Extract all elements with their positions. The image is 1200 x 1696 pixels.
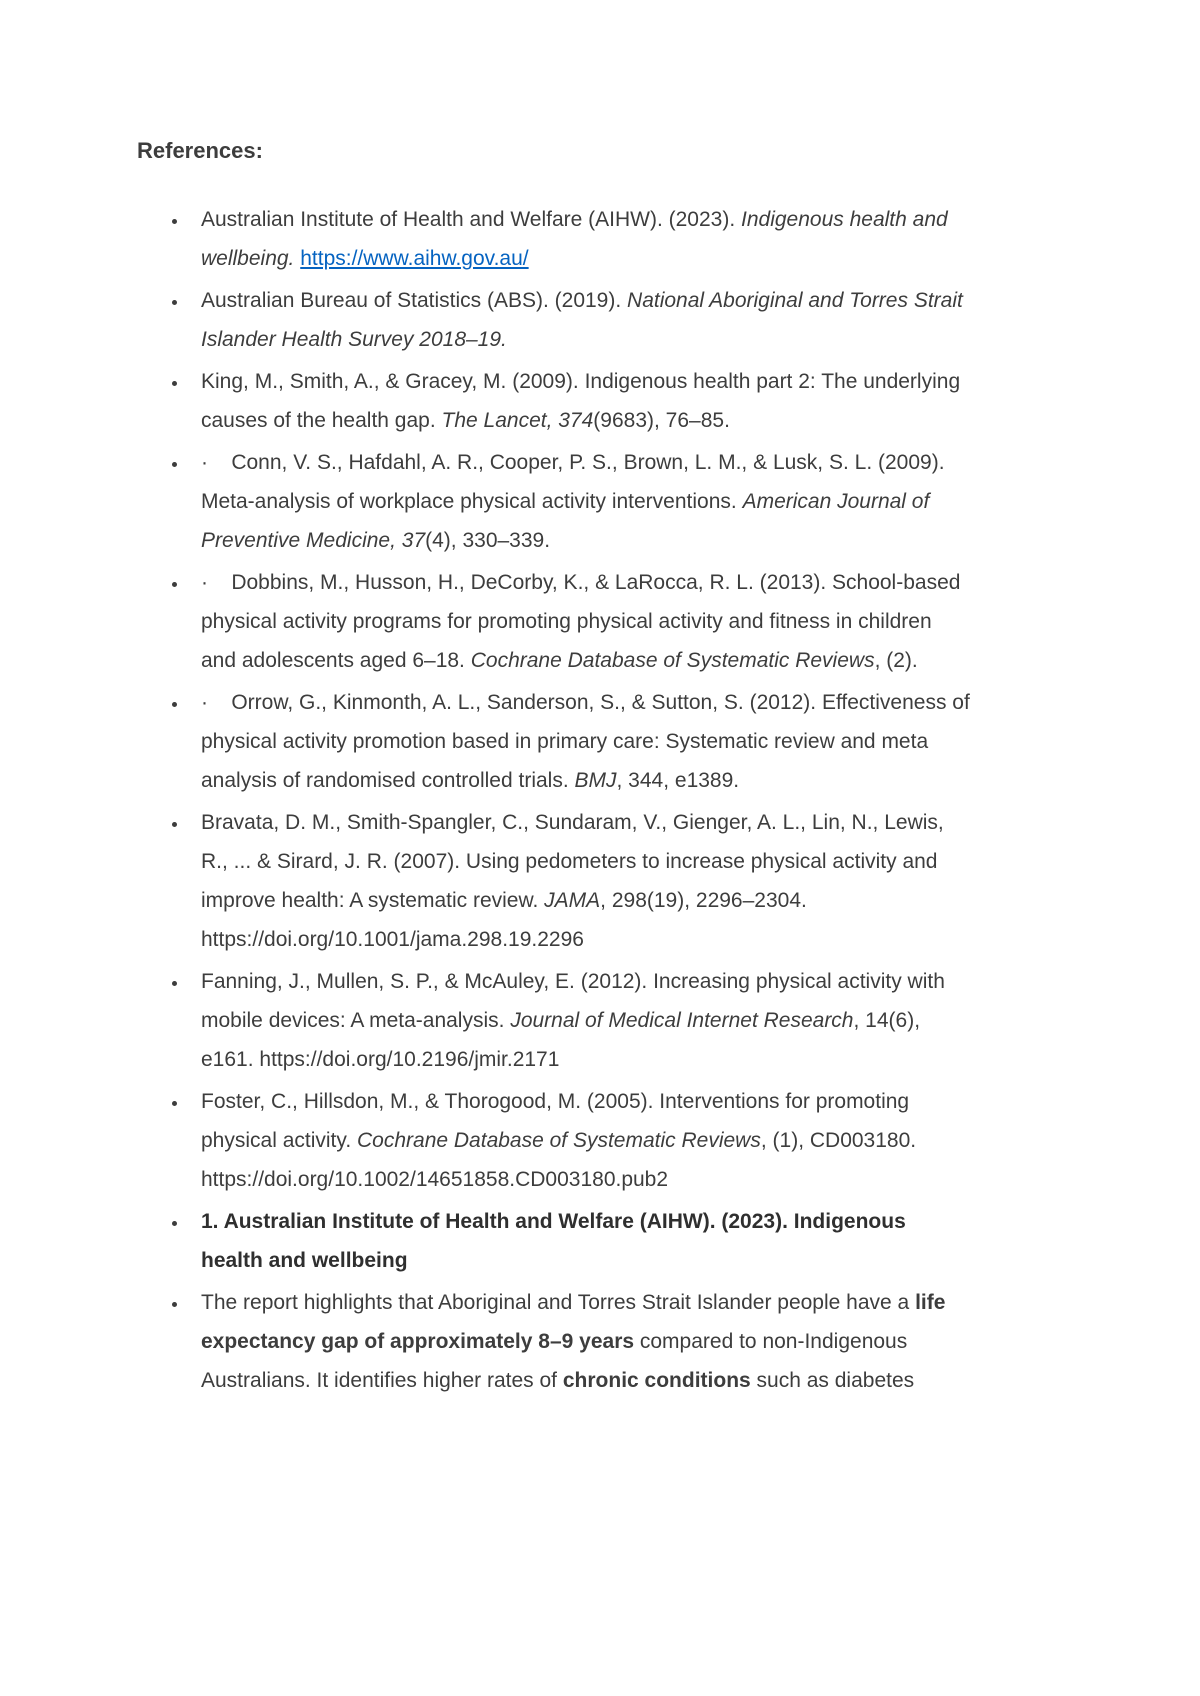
reference-item bbox=[189, 443, 970, 560]
reference-text: , 14(6), e161. https://doi.org/10.2196/jmir.2171 bbox=[201, 1009, 921, 1071]
reference-text: 1. Australian Institute of Health and Welfare (AIHW). (2023). Indigenous health and wellbeing bbox=[201, 1210, 906, 1272]
reference-text: Journal of Medical Internet Research bbox=[510, 1009, 854, 1032]
reference-item bbox=[189, 563, 970, 680]
reference-text: , 344, e1389. bbox=[616, 769, 740, 792]
reference-text: · Orrow, G., Kinmonth, A. L., Sanderson, S., & Sutton, S. (2012). Effectiveness of physical activity promotion based in primary care: Systematic review and meta analysis of randomised controlled trials. bbox=[201, 691, 970, 792]
reference-text: Foster, C., Hillsdon, M., & Thorogood, M. (2005). Interventions for promoting physical activity. bbox=[201, 1090, 910, 1152]
reference-item bbox=[189, 1082, 970, 1199]
reference-text: , (1), CD003180. https://doi.org/10.1002/14651858.CD003180.pub2 bbox=[201, 1129, 917, 1191]
reference-text: such as diabetes bbox=[750, 1369, 915, 1392]
reference-text: Indigenous health and wellbeing. bbox=[201, 208, 948, 270]
references-list bbox=[137, 200, 970, 1400]
reference-text: The report highlights that Aboriginal and Torres Strait Islander people have a bbox=[201, 1291, 916, 1314]
reference-text: Cochrane Database of Systematic Reviews bbox=[470, 649, 875, 672]
reference-item bbox=[189, 962, 970, 1079]
reference-item bbox=[189, 281, 970, 359]
reference-text: life expectancy gap of approximately 8–9 years bbox=[201, 1291, 946, 1353]
reference-item bbox=[189, 1283, 970, 1400]
reference-text: (9683), 76–85. bbox=[593, 409, 730, 432]
reference-text: National Aboriginal and Torres Strait Islander Health Survey 2018–19. bbox=[201, 289, 963, 351]
reference-text: · Dobbins, M., Husson, H., DeCorby, K., & LaRocca, R. L. (2013). School-based physical activity programs for promoting physical activity and fitness in children and adolescents aged 6–18. bbox=[201, 571, 961, 672]
reference-text: Fanning, J., Mullen, S. P., & McAuley, E. (2012). Increasing physical activity with mobile devices: A meta-analysis. bbox=[201, 970, 945, 1032]
reference-item bbox=[189, 200, 970, 278]
reference-text: compared to non-Indigenous Australians. It identifies higher rates of bbox=[201, 1330, 908, 1392]
reference-text: · Conn, V. S., Hafdahl, A. R., Cooper, P. S., Brown, L. M., & Lusk, S. L. (2009). Meta-analysis of workplace physical activity interventions. bbox=[201, 451, 945, 513]
reference-text: The Lancet, 374 bbox=[441, 409, 594, 432]
references-heading: References: bbox=[137, 138, 263, 163]
reference-text: Bravata, D. M., Smith-Spangler, C., Sundaram, V., Gienger, A. L., Lin, N., Lewis, R., ... & Sirard, J. R. (2007). Using pedometers to increase physical activity and improve health: A systematic review. bbox=[201, 811, 944, 912]
reference-text: (4), 330–339. bbox=[425, 529, 551, 552]
reference-item bbox=[189, 683, 970, 800]
reference-text: Australian Bureau of Statistics (ABS). (2019). bbox=[201, 289, 628, 312]
reference-text: King, M., Smith, A., & Gracey, M. (2009). Indigenous health part 2: The underlying causes of the health gap. bbox=[201, 370, 961, 432]
reference-text: JAMA bbox=[544, 889, 601, 912]
reference-text: Australian Institute of Health and Welfare (AIHW). (2023). bbox=[201, 208, 742, 231]
reference-text: Cochrane Database of Systematic Reviews bbox=[357, 1129, 761, 1152]
reference-text: American Journal of Preventive Medicine, 37 bbox=[201, 490, 930, 552]
reference-text: , (2). bbox=[874, 649, 918, 672]
reference-link[interactable]: https://www.aihw.gov.au/ bbox=[300, 247, 529, 270]
reference-text: chronic conditions bbox=[562, 1369, 751, 1392]
reference-text: , 298(19), 2296–2304. https://doi.org/10.1001/jama.298.19.2296 bbox=[201, 889, 807, 951]
reference-item bbox=[189, 362, 970, 440]
reference-text: BMJ bbox=[574, 769, 617, 792]
reference-item bbox=[189, 1202, 970, 1280]
reference-item bbox=[189, 803, 970, 959]
